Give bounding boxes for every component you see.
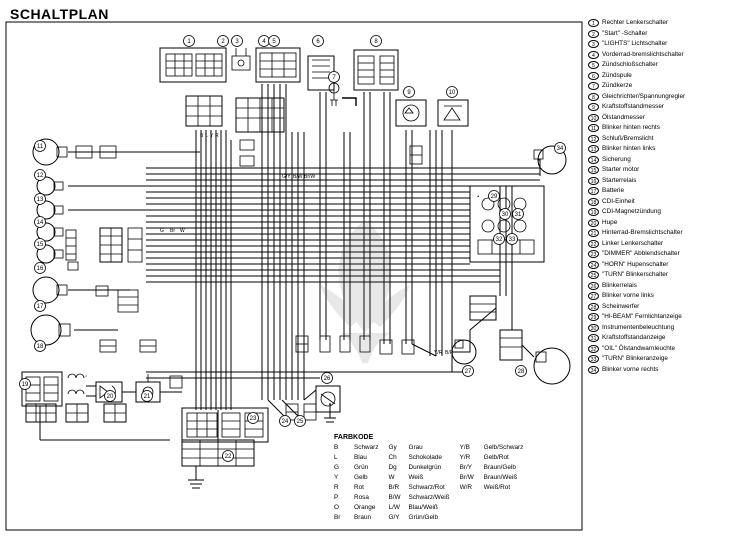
diagram-callout [218, 36, 229, 47]
legend-item-number: 28 [588, 303, 599, 311]
wire-color-label: G [160, 228, 164, 234]
page-title: SCHALTPLAN [10, 6, 109, 22]
diagram-callout [513, 209, 524, 220]
color-code-abbrev: B [334, 444, 339, 451]
color-code-row [334, 513, 379, 523]
wire-color-label: Br/W [304, 174, 316, 180]
callout-number: 29 [490, 194, 498, 201]
color-code-abbrev: W [388, 474, 395, 481]
legend-item-label: Schluß/Bremslicht [602, 134, 654, 142]
color-code-row [334, 463, 379, 473]
color-code-row [389, 493, 450, 503]
diagram-callout [35, 239, 46, 250]
callout-number: 7 [332, 75, 336, 82]
diagram-callout [295, 416, 306, 427]
color-code-name: Blau [354, 454, 367, 461]
diagram-callout [489, 191, 500, 202]
diagram-callout [280, 416, 291, 427]
color-code-name: Weiß [408, 474, 424, 481]
legend-item-number: 1 [588, 19, 599, 27]
wire-label-group [160, 133, 454, 356]
legend-item-label: Sicherung [602, 155, 631, 163]
wire-color-label: B [200, 133, 204, 139]
color-code-row [334, 483, 379, 493]
legend-item-label: "HORN" Hupenschalter [602, 260, 669, 268]
legend-item [588, 354, 730, 365]
legend-item-number: 23 [588, 250, 599, 258]
legend-item-number: 14 [588, 156, 599, 164]
legend-item-label: Zündkerze [602, 82, 633, 89]
color-code-name: Blau/Weiß [408, 504, 438, 511]
color-code-column [460, 443, 524, 523]
legend-item-label: Batterie [602, 187, 625, 194]
legend-item-number: 17 [588, 187, 599, 195]
legend-item-label: Starterrelais [602, 176, 637, 184]
color-code-name: Rot [354, 484, 364, 491]
legend-item-number: 20 [588, 219, 599, 227]
diagram-callout [35, 141, 46, 152]
legend-item-number: 31 [588, 334, 599, 342]
legend-item-label: "TURN" Blinkerschalter [602, 271, 668, 278]
diagram-callout [500, 209, 511, 220]
diagram-callout [35, 194, 46, 205]
legend-item [588, 218, 730, 229]
color-code-row [460, 443, 524, 453]
color-code-abbrev: W/R [459, 484, 473, 491]
callout-number: 30 [501, 212, 509, 219]
legend-item [588, 165, 730, 176]
wire-color-label: Y/R [434, 350, 443, 356]
callout-number: 31 [514, 212, 522, 219]
callout-number: 10 [448, 90, 456, 97]
legend-item-label: Blinker vorne links [602, 292, 654, 299]
legend-item-number: 12 [588, 135, 599, 143]
callout-number: 25 [296, 419, 304, 426]
callout-number: 20 [106, 394, 114, 401]
color-code-name: Braun/Gelb [483, 464, 516, 471]
color-code-abbrev: R [334, 484, 339, 491]
color-code-abbrev: L [334, 454, 338, 461]
wire-color-label: W [180, 228, 185, 234]
callout-number: 23 [249, 416, 257, 423]
color-code-row [389, 473, 450, 483]
wire-color-label: G/Y [282, 174, 291, 180]
color-code-name: Schwarz/Rot [408, 484, 445, 491]
legend-item-number: 10 [588, 114, 599, 122]
color-code-name: Braun [354, 514, 372, 521]
color-code-abbrev: Y/R [459, 454, 471, 461]
diagram-callout [142, 391, 153, 402]
legend-item [588, 50, 730, 61]
legend-item-label: "Start" -Schalter [602, 29, 648, 37]
legend-item [588, 344, 730, 355]
color-code-abbrev: Y/B [459, 444, 470, 451]
diagram-callout [555, 143, 566, 154]
legend-item-number: 13 [588, 145, 599, 153]
legend-item-label: CDI-Magnetzündung [602, 208, 661, 215]
diagram-callout [507, 234, 518, 245]
legend-item-number: 3 [588, 40, 599, 48]
legend-item-label: Hupe [602, 218, 618, 226]
legend-item-number: 26 [588, 282, 599, 290]
diagram-callout [329, 72, 340, 83]
diagram-callout [269, 36, 280, 47]
callout-number: 32 [495, 237, 503, 244]
diagram-callout [35, 170, 46, 181]
color-code-name: Schokolade [408, 454, 442, 461]
color-code-name: Braun/Weiß [483, 474, 518, 481]
legend-item-label: Gleichrichter/Spannungregler [602, 92, 686, 100]
legend-item-number: 21 [588, 229, 599, 237]
color-code-name: Dunkelgrün [408, 464, 442, 471]
legend-item-number: 25 [588, 271, 599, 279]
color-code-name: Weiß/Rot [483, 484, 511, 491]
color-code-abbrev: Br [334, 514, 341, 521]
color-code-name: Grün [354, 464, 369, 471]
diagram-callout [232, 36, 243, 47]
legend-item-number: 32 [588, 345, 599, 353]
legend-item-number: 30 [588, 324, 599, 332]
legend-item [588, 18, 730, 29]
callout-number: 15 [36, 242, 44, 249]
legend-item [588, 39, 730, 50]
diagram-callout [248, 413, 259, 424]
legend-item [588, 71, 730, 82]
legend-item [588, 239, 730, 250]
callout-number: 16 [36, 266, 44, 273]
legend-item [588, 81, 730, 92]
color-code-row [334, 503, 379, 513]
color-code-abbrev: P [334, 494, 339, 501]
color-code-abbrev: B/W [388, 494, 401, 501]
legend-item-label: "TURN" Blinkeranzeige [602, 355, 668, 362]
diagram-callout [35, 217, 46, 228]
legend-item-label: Kraftstoffstandmesser [602, 103, 665, 110]
callout-number: 26 [323, 376, 331, 383]
legend-item-label: "LIGHTS" Lichtschalter [602, 40, 668, 47]
color-code-name: Schwarz [354, 444, 379, 451]
color-code-name: Grau [408, 444, 423, 451]
legend-item-number: 27 [588, 292, 599, 300]
diagram-callout [371, 36, 382, 47]
legend-item-number: 11 [588, 124, 599, 132]
color-code-abbrev: L/W [388, 504, 400, 511]
color-code-abbrev: Ch [388, 454, 397, 461]
callout-number: 6 [316, 39, 320, 46]
legend-item [588, 60, 730, 71]
color-code-abbrev: G [334, 464, 339, 471]
legend-item-label: "HI-BEAM" Fernlichtanzeige [602, 313, 682, 320]
legend-item-number: 9 [588, 103, 599, 111]
legend-item [588, 207, 730, 218]
legend-item-number: 34 [588, 366, 599, 374]
legend-item-number: 24 [588, 261, 599, 269]
color-code-name: Orange [354, 504, 376, 511]
color-code-abbrev: Gy [388, 444, 397, 451]
legend-item [588, 155, 730, 166]
legend-item-number: 29 [588, 313, 599, 321]
color-code-abbrev: Br/W [459, 474, 474, 481]
callout-number: 14 [36, 220, 44, 227]
color-code-row [460, 463, 524, 473]
legend-item [588, 197, 730, 208]
color-code-abbrev: B/R [388, 484, 400, 491]
legend-item-label: Starter motor [602, 166, 640, 173]
legend-item-label: Kraftstoffstandanzeige [602, 334, 666, 341]
color-code-name: Gelb/Rot [483, 454, 509, 461]
diagram-callout [404, 87, 415, 98]
legend-item-label: Scheinwerfer [602, 302, 640, 310]
legend-list [588, 18, 730, 375]
diagram-callout [223, 451, 234, 462]
legend-item-number: 33 [588, 355, 599, 363]
callout-number: 22 [224, 454, 232, 461]
legend-item-label: Hinterrad-Bremslichtschalter [602, 229, 683, 236]
legend-item [588, 249, 730, 260]
color-code-row [460, 483, 524, 493]
legend-item-label: Rechter Lenkerschalter [602, 19, 669, 26]
color-code-table [334, 434, 584, 523]
legend-item [588, 113, 730, 124]
color-code-name: Gelb [354, 474, 368, 481]
legend-item [588, 144, 730, 155]
legend-item-number: 2 [588, 30, 599, 38]
color-code-row [389, 513, 450, 523]
wire-color-label: Y [210, 133, 214, 139]
legend-item [588, 291, 730, 302]
diagram-callout [35, 301, 46, 312]
legend-item [588, 333, 730, 344]
legend-item [588, 134, 730, 145]
callout-number: 2 [221, 39, 225, 46]
color-code-name: Gelb/Schwarz [483, 444, 524, 451]
wire-color-label: Br [170, 228, 175, 234]
legend-item [588, 92, 730, 103]
color-code-row [389, 503, 450, 513]
legend-item-label: CDI-Einheit [602, 197, 635, 205]
legend-item-label: "OIL" Ölstandwarnleuchte [602, 344, 676, 352]
callout-number: 11 [36, 144, 44, 151]
callout-number: 28 [517, 369, 525, 376]
color-code-row [389, 453, 450, 463]
legend-item-label: Vorderrad-bremslichtschalter [602, 50, 684, 58]
legend-item-number: 6 [588, 72, 599, 80]
legend-item-label: Linker Lenkerschalter [602, 239, 664, 247]
callout-number: 21 [143, 394, 151, 401]
color-code-abbrev: Br/Y [459, 464, 473, 471]
color-code-row [389, 443, 450, 453]
diagram-callout [313, 36, 324, 47]
diagram-callout [494, 234, 505, 245]
legend-item-label: Blinker vorne rechts [602, 365, 659, 373]
diagram-callout [20, 379, 31, 390]
color-code-row [334, 453, 379, 463]
wire-color-label: L [205, 133, 208, 139]
legend-item [588, 281, 730, 292]
wire-color-label: R [215, 133, 219, 139]
color-code-name: Schwarz/Weiß [408, 494, 450, 501]
color-code-abbrev: O [334, 504, 339, 511]
legend-item [588, 228, 730, 239]
legend-item [588, 176, 730, 187]
color-code-name: Rosa [354, 494, 369, 501]
legend-item-number: 19 [588, 208, 599, 216]
legend-item [588, 270, 730, 281]
color-code-column [334, 443, 379, 523]
diagram-callout [447, 87, 458, 98]
legend-item-number: 22 [588, 240, 599, 248]
diagram-callout [463, 366, 474, 377]
callout-number: 8 [374, 39, 378, 46]
diagram-callout [516, 366, 527, 377]
color-code-row [460, 473, 524, 483]
callout-number: 1 [187, 39, 191, 46]
legend-item [588, 186, 730, 197]
callout-number: 13 [36, 197, 44, 204]
legend-item-number: 18 [588, 198, 599, 206]
color-code-column [389, 443, 450, 523]
legend-item [588, 260, 730, 271]
color-code-row [389, 483, 450, 493]
legend-item-number: 7 [588, 82, 599, 90]
legend-item-label: Zündspule [602, 71, 632, 79]
legend-item-label: "DIMMER" Abblendschalter [602, 250, 680, 257]
legend-item-label: Blinker hinten rechts [602, 124, 660, 131]
legend-item [588, 365, 730, 376]
legend-item-label: Zündschloßschalter [602, 61, 658, 68]
color-code-abbrev: Y [334, 474, 339, 481]
callout-number: 12 [36, 173, 44, 180]
diagram-callout [259, 36, 270, 47]
diagram-callout [322, 373, 333, 384]
callout-number: 34 [556, 146, 564, 153]
legend-item-number: 16 [588, 177, 599, 185]
legend-item [588, 302, 730, 313]
diagram-callout [184, 36, 195, 47]
callout-number: 3 [235, 39, 239, 46]
color-code-row [334, 493, 379, 503]
legend-item [588, 123, 730, 134]
color-code-abbrev: G/Y [388, 514, 400, 521]
callout-number: 5 [272, 39, 276, 46]
wire-color-label: B/W [293, 174, 303, 180]
legend-item-label: Blinkerrelais [602, 281, 637, 289]
callout-number: 18 [36, 344, 44, 351]
callout-number: 24 [281, 419, 289, 426]
color-code-abbrev: Dg [388, 464, 397, 471]
color-code-row [334, 443, 379, 453]
callout-number: 19 [21, 382, 29, 389]
callout-number: 33 [508, 237, 516, 244]
color-code-row [389, 463, 450, 473]
legend-item [588, 29, 730, 40]
legend-item [588, 312, 730, 323]
wire-color-label: B/R [445, 350, 454, 356]
diagram-callout [35, 341, 46, 352]
legend-item-number: 8 [588, 93, 599, 101]
legend-item-number: 15 [588, 166, 599, 174]
legend-item-number: 5 [588, 61, 599, 69]
legend-item-label: Blinker hinten links [602, 145, 656, 152]
legend-item-label: Instrumentenbeleuchtung [602, 323, 675, 331]
color-code-row [460, 453, 524, 463]
callout-number: 27 [464, 369, 472, 376]
callout-number: 9 [407, 90, 411, 97]
legend-item-label: Ölstandmesser [602, 113, 645, 121]
diagram-callout [35, 263, 46, 274]
legend-item [588, 323, 730, 334]
legend-item [588, 102, 730, 113]
color-code-row [334, 473, 379, 483]
diagram-callout [105, 391, 116, 402]
callout-number: 4 [262, 39, 266, 46]
callout-number: 17 [36, 304, 44, 311]
legend-item-number: 4 [588, 51, 599, 59]
color-code-title: FARBKODE [334, 434, 374, 441]
color-code-name: Grün/Gelb [408, 514, 438, 521]
